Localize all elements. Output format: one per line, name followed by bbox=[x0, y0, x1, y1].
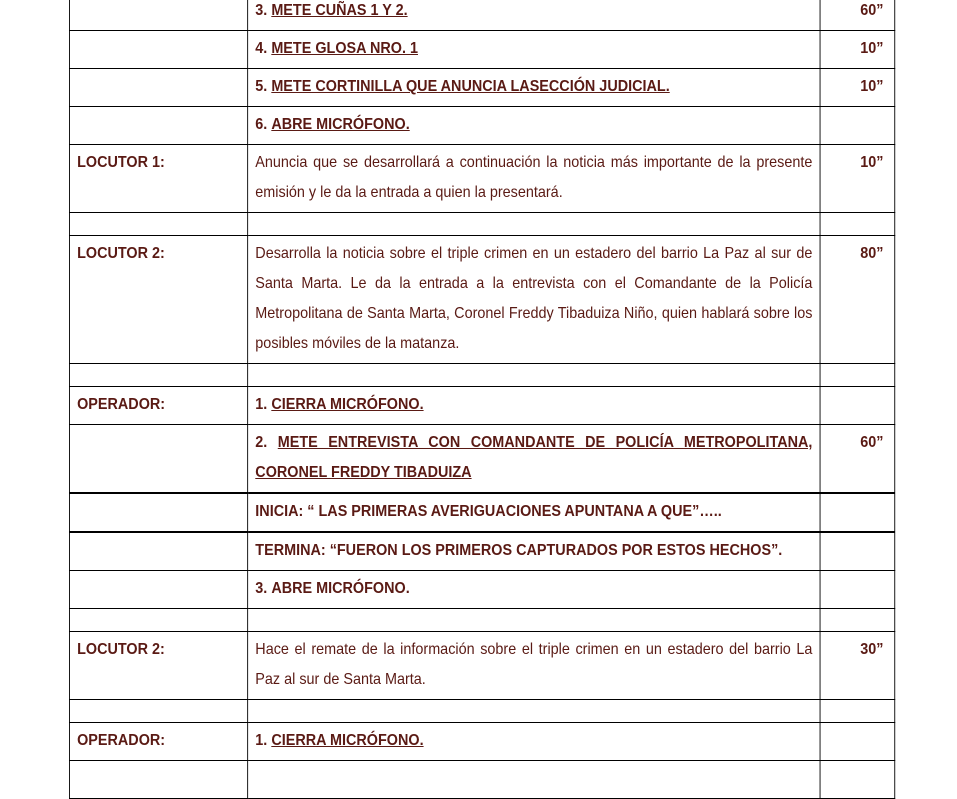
duration-cell: 80” bbox=[820, 236, 895, 364]
instruction-cell bbox=[248, 69, 820, 107]
table-row bbox=[69, 236, 894, 364]
spacer-row bbox=[69, 213, 894, 236]
narration-cell: Anuncia que se desarrollará a continuación la noticia más importante de la presente emisión y le da la entrada a quien la presentará. bbox=[248, 145, 820, 213]
cue-out-cell: TERMINA: “FUERON LOS PRIMEROS CAPTURADOS POR ESTOS HECHOS”. bbox=[248, 532, 820, 571]
instruction-cell bbox=[248, 723, 820, 761]
role-cell bbox=[69, 532, 247, 571]
table-row bbox=[69, 532, 894, 571]
instruction-cell bbox=[248, 31, 820, 69]
instruction-cell bbox=[248, 571, 820, 609]
duration-cell bbox=[820, 723, 895, 761]
table-row bbox=[69, 761, 894, 799]
role-cell: LOCUTOR 1: bbox=[69, 145, 247, 213]
table-row bbox=[69, 571, 894, 609]
duration-cell: 10” bbox=[820, 145, 895, 213]
spacer-row bbox=[69, 364, 894, 387]
role-cell bbox=[69, 493, 247, 532]
spacer-row bbox=[69, 609, 894, 632]
instruction-cell bbox=[248, 387, 820, 425]
spacer-row bbox=[69, 700, 894, 723]
step-number: 4. bbox=[255, 40, 268, 57]
role-cell bbox=[69, 107, 247, 145]
role-cell bbox=[69, 571, 247, 609]
step-number: 3. bbox=[255, 580, 268, 597]
instruction-text: ABRE MICRÓFONO. bbox=[271, 580, 410, 597]
duration-cell bbox=[820, 532, 895, 571]
role-cell: LOCUTOR 2: bbox=[69, 236, 247, 364]
role-cell bbox=[69, 425, 247, 494]
step-number: 2. bbox=[255, 434, 268, 451]
step-number: 6. bbox=[255, 116, 268, 133]
cue-in-cell: INICIA: “ LAS PRIMERAS AVERIGUACIONES APUNTANA A QUE”….. bbox=[248, 493, 820, 532]
step-number: 1. bbox=[255, 732, 268, 749]
narration-cell: Hace el remate de la información sobre el triple crimen en un estadero del barrio La Paz al sur de Santa Marta. bbox=[248, 632, 820, 700]
step-number: 3. bbox=[255, 2, 268, 19]
role-cell: OPERADOR: bbox=[69, 723, 247, 761]
duration-cell: 60” bbox=[820, 425, 895, 494]
radio-script-table bbox=[69, 0, 895, 799]
instruction-text: ABRE MICRÓFONO. bbox=[271, 116, 410, 133]
duration-cell: 60” bbox=[820, 0, 895, 31]
instruction-text: CIERRA MICRÓFONO. bbox=[271, 732, 424, 749]
table-row bbox=[69, 723, 894, 761]
step-number: 5. bbox=[255, 78, 268, 95]
instruction-text: METE GLOSA NRO. 1 bbox=[271, 40, 419, 57]
instruction-cell bbox=[248, 107, 820, 145]
duration-cell bbox=[820, 571, 895, 609]
narration-cell: Desarrolla la noticia sobre el triple crimen en un estadero del barrio La Paz al sur de Santa Marta. Le da la entrada a la entrevista con el Comandante de la Policía Metropolitana de Santa Marta, Coronel Freddy Tibaduiza Niño, quien hablará sobre los posibles móviles de la matanza. bbox=[248, 236, 820, 364]
table-row bbox=[69, 145, 894, 213]
role-cell bbox=[69, 69, 247, 107]
role-cell: OPERADOR: bbox=[69, 387, 247, 425]
table-row bbox=[69, 0, 894, 31]
instruction-text: METE ENTREVISTA CON COMANDANTE DE POLICÍA METROPOLITANA, CORONEL FREDDY TIBADUIZA bbox=[255, 434, 813, 481]
table-row bbox=[69, 425, 894, 494]
instruction-text: CIERRA MICRÓFONO. bbox=[271, 396, 424, 413]
duration-cell: 30” bbox=[820, 632, 895, 700]
role-cell bbox=[69, 0, 247, 31]
duration-cell: 10” bbox=[820, 31, 895, 69]
instruction-cell bbox=[248, 425, 820, 494]
role-cell bbox=[69, 31, 247, 69]
instruction-cell bbox=[248, 0, 820, 31]
instruction-text: METE CORTINILLA QUE ANUNCIA LASECCIÓN JUDICIAL. bbox=[271, 78, 670, 95]
duration-cell bbox=[820, 493, 895, 532]
duration-cell bbox=[820, 387, 895, 425]
table-row bbox=[69, 107, 894, 145]
role-cell: LOCUTOR 2: bbox=[69, 632, 247, 700]
duration-cell bbox=[820, 107, 895, 145]
table-row bbox=[69, 31, 894, 69]
table-row bbox=[69, 493, 894, 532]
table-row bbox=[69, 387, 894, 425]
instruction-text: METE CUÑAS 1 Y 2. bbox=[271, 2, 408, 19]
table-row bbox=[69, 69, 894, 107]
step-number: 1. bbox=[255, 396, 268, 413]
duration-cell: 10” bbox=[820, 69, 895, 107]
table-row bbox=[69, 632, 894, 700]
